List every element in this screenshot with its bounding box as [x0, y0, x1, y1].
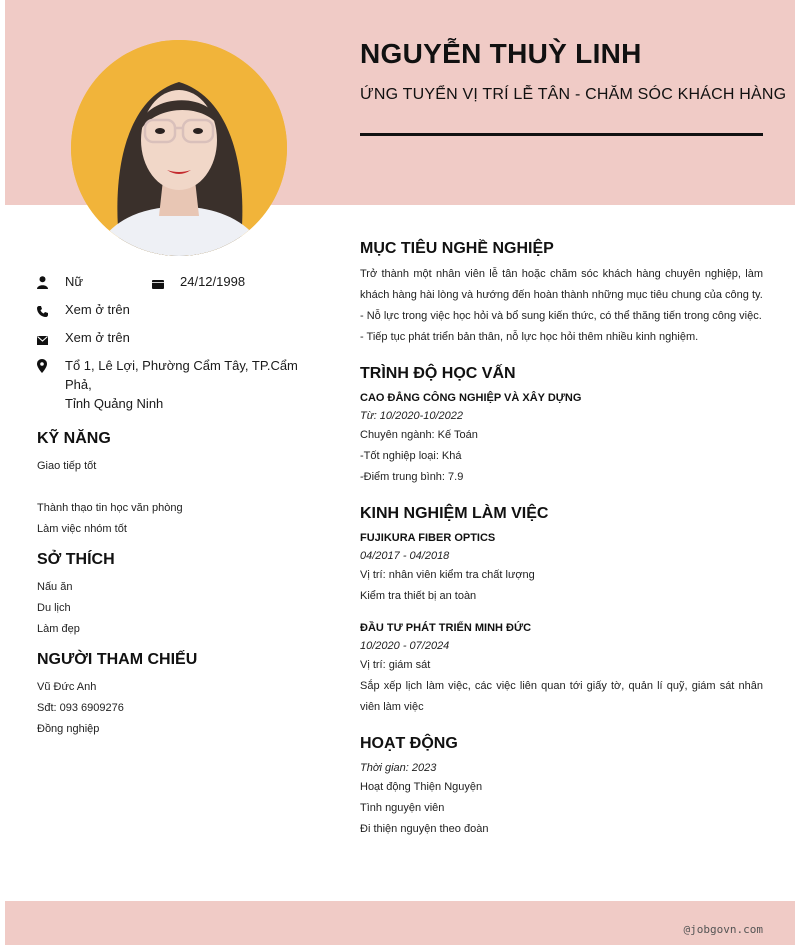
left-column	[37, 272, 327, 740]
job-entry	[360, 619, 763, 718]
job-line: Sắp xếp lịch làm việc, các việc liên quan tới giấy tờ, quản lí quỹ, giám sát nhân viên làm việc	[360, 680, 763, 713]
education-section	[360, 365, 763, 488]
activity-line: Tình nguyện viên	[360, 802, 445, 814]
job-line: Vị trí: giám sát	[360, 659, 431, 671]
info-address	[37, 356, 327, 413]
hobby-item: Làm đẹp	[37, 623, 80, 635]
address-line-2: Tỉnh Quảng Ninh	[65, 396, 164, 411]
activity-line: Hoạt động Thiện Nguyện	[360, 781, 483, 793]
calendar-icon	[152, 272, 180, 294]
hobby-item: Du lịch	[37, 602, 71, 614]
info-phone	[37, 300, 327, 322]
job-line: Kiểm tra thiết bị an toàn	[360, 590, 477, 602]
phone-icon	[37, 300, 65, 322]
portrait-illustration	[71, 40, 287, 256]
activity-line: Đi thiện nguyện theo đoàn	[360, 823, 489, 835]
education-line: Chuyên ngành: Kế Toán	[360, 429, 478, 441]
email-value: Xem ở trên	[65, 330, 130, 345]
skill-item: Giao tiếp tốt	[37, 460, 97, 472]
info-email	[37, 328, 327, 350]
activities-title: HOẠT ĐỘNG	[360, 735, 458, 752]
reference-item: Đồng nghiệp	[37, 723, 100, 735]
profile-photo	[71, 40, 287, 256]
skill-item	[37, 477, 327, 498]
hobby-item: Nấu ăn	[37, 581, 73, 593]
education-period: Từ: 10/2020-10/2022	[360, 410, 463, 422]
reference-item: Sđt: 093 6909276	[37, 702, 124, 714]
references-section	[37, 651, 327, 740]
location-pin-icon	[37, 356, 65, 378]
applied-position: ỨNG TUYỂN VỊ TRÍ LỄ TÂN - CHĂM SÓC KHÁCH HÀNG	[360, 86, 787, 103]
education-line: -Tốt nghiệp loại: Khá	[360, 450, 462, 462]
activities-section	[360, 735, 763, 840]
skills-title: KỸ NĂNG	[37, 430, 111, 447]
candidate-name: NGUYỄN THUỲ LINH	[360, 38, 642, 69]
gender-value: Nữ	[65, 274, 84, 289]
experience-title: KINH NGHIỆM LÀM VIỆC	[360, 505, 549, 522]
activities-period: Thời gian: 2023	[360, 762, 437, 774]
company-name: FUJIKURA FIBER OPTICS	[360, 532, 496, 544]
header-divider	[360, 133, 763, 136]
objective-paragraph: Trở thành một nhân viên lễ tân hoặc chăm sóc khách hàng chuyên nghiệp, làm khách hàng hài lòng và hướng đến hoàn thành những mục tiêu chung của công ty.	[360, 268, 763, 301]
job-entry	[360, 529, 763, 607]
cv-page	[5, 0, 795, 945]
school-name: CAO ĐẲNG CÔNG NGHIỆP VÀ XÂY DỰNG	[360, 392, 582, 404]
info-gender-birthday	[37, 272, 327, 294]
skill-item: Thành thạo tin học văn phòng	[37, 502, 183, 514]
references-title: NGƯỜI THAM CHIẾU	[37, 651, 198, 668]
hobbies-title: SỞ THÍCH	[37, 551, 115, 568]
objective-paragraph: - Tiếp tục phát triển bản thân, nỗ lực học hỏi thêm nhiều kinh nghiệm.	[360, 331, 699, 343]
birthday-value: 24/12/1998	[180, 274, 246, 289]
hobbies-section	[37, 551, 327, 640]
footer-band	[5, 901, 795, 945]
objective-paragraph: - Nỗ lực trong việc học hỏi và bổ sung kiến thức, có thể thăng tiến trong công việc.	[360, 310, 762, 322]
job-line: Vị trí: nhân viên kiểm tra chất lượng	[360, 569, 535, 581]
skills-section	[37, 430, 327, 540]
experience-section	[360, 505, 763, 718]
job-period: 10/2020 - 07/2024	[360, 640, 450, 652]
education-line: -Điểm trung bình: 7.9	[360, 471, 464, 483]
phone-value: Xem ở trên	[65, 302, 130, 317]
job-period: 04/2017 - 04/2018	[360, 550, 450, 562]
watermark: @jobgovn.com	[683, 923, 763, 936]
mail-icon	[37, 328, 65, 350]
reference-item: Vũ Đức Anh	[37, 681, 97, 693]
education-title: TRÌNH ĐỘ HỌC VẤN	[360, 365, 516, 382]
person-icon	[37, 272, 65, 294]
objective-section	[360, 240, 763, 348]
objective-title: MỤC TIÊU NGHỀ NGHIỆP	[360, 240, 554, 257]
company-name: ĐẦU TƯ PHÁT TRIỂN MINH ĐỨC	[360, 622, 532, 634]
address-line-1: Tổ 1, Lê Lợi, Phường Cẩm Tây, TP.Cẩm Phả,	[65, 358, 298, 392]
right-column	[360, 240, 763, 840]
skill-item: Làm việc nhóm tốt	[37, 523, 127, 535]
